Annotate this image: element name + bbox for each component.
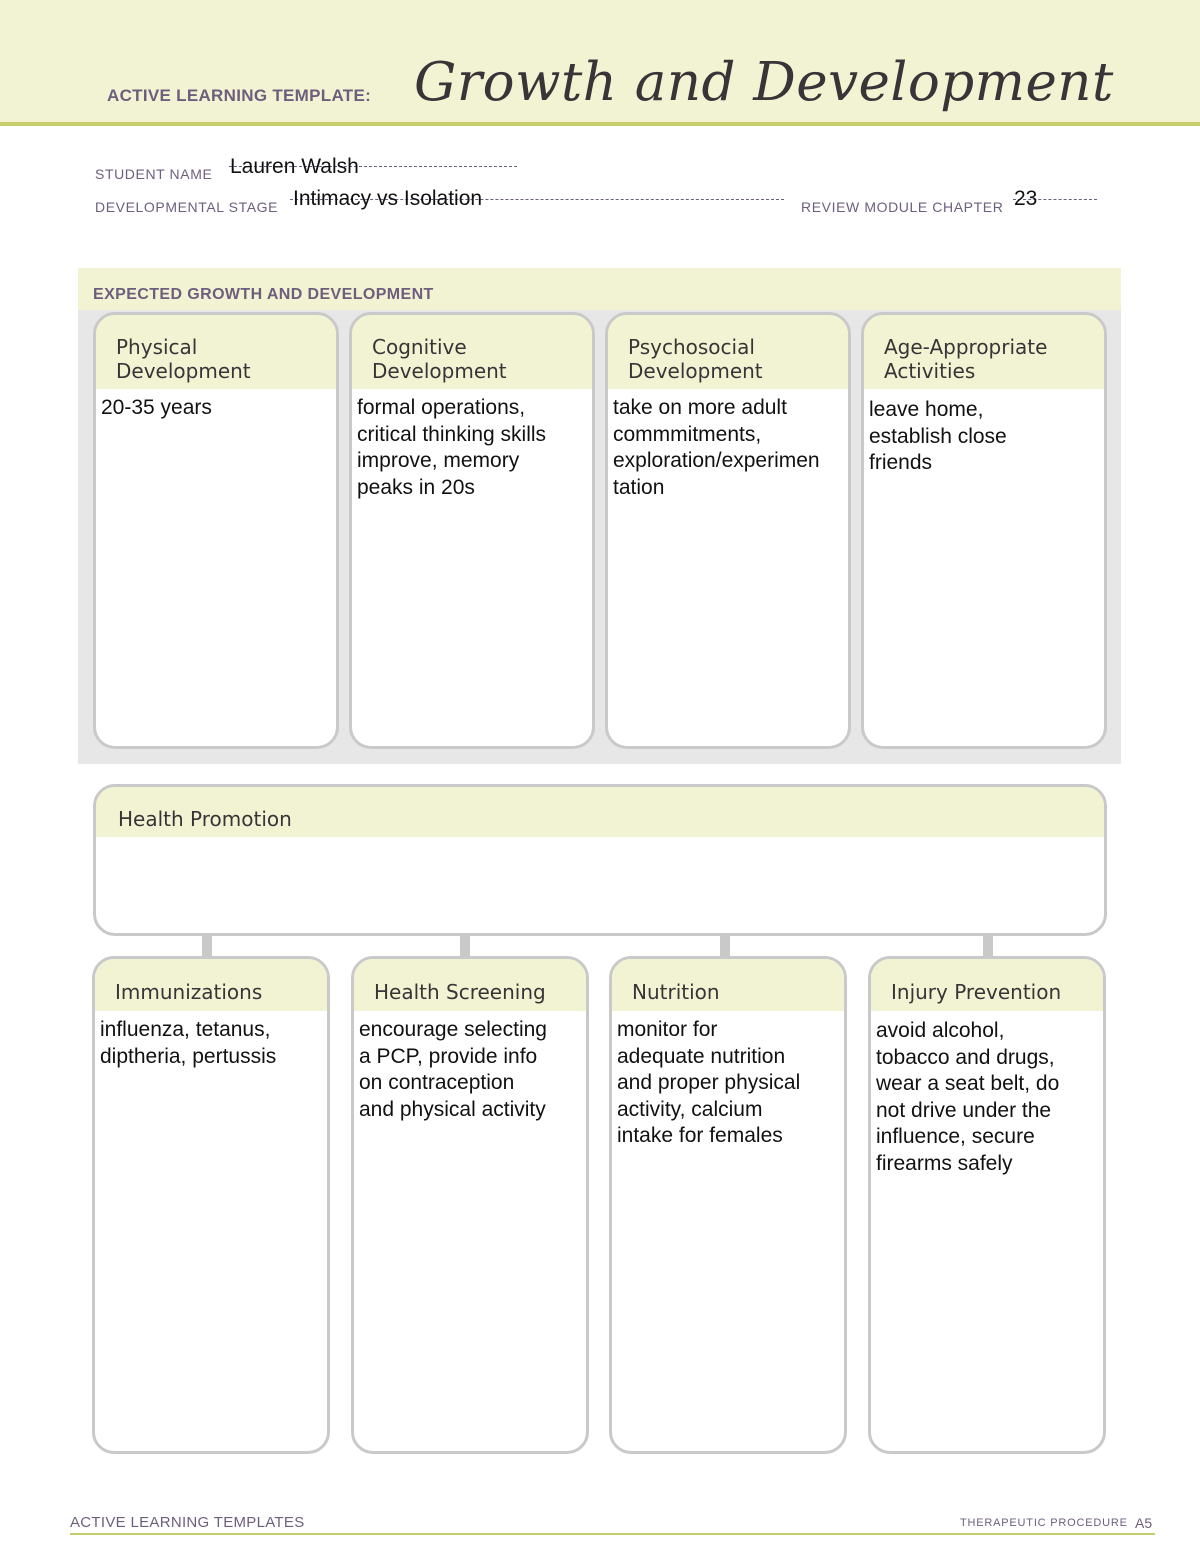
card-title: Injury Prevention bbox=[891, 980, 1062, 1004]
card-title: Psychosocial Development bbox=[628, 335, 763, 383]
developmental-stage-label: DEVELOPMENTAL STAGE bbox=[95, 199, 279, 215]
injury-prevention-notes[interactable]: avoid alcohol, tobacco and drugs, wear a seat belt, do not drive under the influence, secure firearms safely bbox=[876, 1019, 1060, 1175]
psychosocial-development-card bbox=[605, 312, 851, 749]
connector bbox=[460, 935, 470, 957]
cognitive-development-notes[interactable]: formal operations, critical thinking skills improve, memory peaks in 20s bbox=[357, 396, 547, 499]
footer-label: ACTIVE LEARNING TEMPLATES bbox=[70, 1514, 305, 1531]
health-promotion-card bbox=[93, 784, 1107, 936]
cognitive-development-card bbox=[349, 312, 595, 749]
health-screening-card bbox=[351, 956, 589, 1454]
injury-prevention-card bbox=[868, 956, 1106, 1454]
page-number: A5 bbox=[1135, 1515, 1153, 1531]
header-rule bbox=[0, 122, 1200, 126]
footer-section-label: THERAPEUTIC PROCEDURE bbox=[960, 1517, 1128, 1529]
health-screening-notes[interactable]: encourage selecting a PCP, provide info on contraception and physical activity bbox=[359, 1018, 547, 1121]
nutrition-card bbox=[609, 956, 847, 1454]
card-title: Health Screening bbox=[374, 980, 546, 1004]
immunizations-card bbox=[92, 956, 330, 1454]
template-label: ACTIVE LEARNING TEMPLATE: bbox=[107, 86, 372, 105]
health-promotion-title: Health Promotion bbox=[118, 807, 292, 831]
immunizations-notes[interactable]: influenza, tetanus, diptheria, pertussis bbox=[100, 1018, 277, 1068]
card-title: Physical Development bbox=[116, 335, 251, 383]
connector bbox=[720, 935, 730, 957]
footer-rule bbox=[70, 1533, 1155, 1535]
connector bbox=[202, 935, 212, 957]
student-name-label: STUDENT NAME bbox=[95, 166, 213, 182]
expected-section-heading: EXPECTED GROWTH AND DEVELOPMENT bbox=[93, 286, 434, 303]
connector bbox=[983, 935, 993, 957]
page-title: Growth and Development bbox=[414, 52, 1114, 113]
physical-development-card bbox=[93, 312, 339, 749]
review-module-chapter-field[interactable]: 23 bbox=[1014, 187, 1038, 210]
age-appropriate-activities-card bbox=[861, 312, 1107, 749]
card-title: Immunizations bbox=[115, 980, 263, 1004]
card-title: Cognitive Development bbox=[372, 335, 507, 383]
psychosocial-development-notes[interactable]: take on more adult commmitments, exploration/experimen tation bbox=[613, 396, 820, 499]
card-title: Nutrition bbox=[632, 980, 720, 1004]
student-name-field[interactable]: Lauren Walsh bbox=[230, 155, 359, 178]
physical-development-notes[interactable]: 20-35 years bbox=[101, 396, 212, 419]
nutrition-notes[interactable]: monitor for adequate nutrition and proper physical activity, calcium intake for females bbox=[617, 1018, 801, 1147]
age-appropriate-activities-notes[interactable]: leave home, establish close friends bbox=[869, 398, 1007, 474]
developmental-stage-field[interactable]: Intimacy vs Isolation bbox=[293, 187, 483, 210]
card-title: Age-Appropriate Activities bbox=[884, 335, 1048, 383]
review-module-chapter-label: REVIEW MODULE CHAPTER bbox=[801, 199, 1004, 215]
